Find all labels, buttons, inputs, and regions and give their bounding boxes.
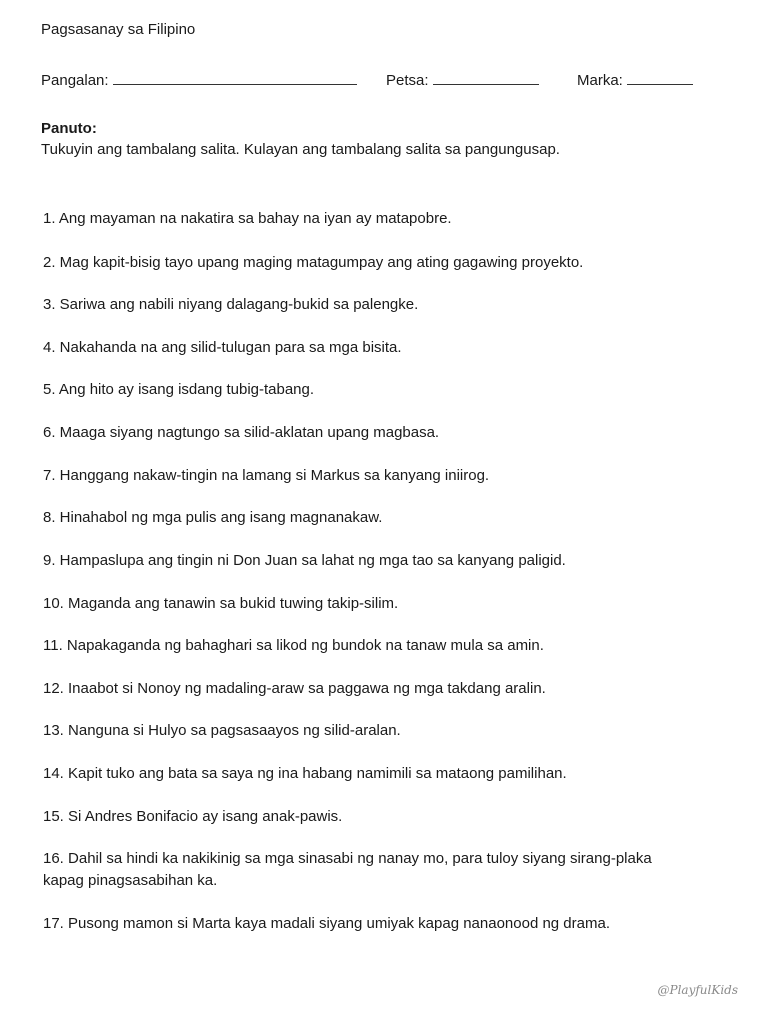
score-blank-line <box>627 70 693 85</box>
exercise-item: 16. Dahil sa hindi ka nakikinig sa mga sinasabi ng nanay mo, para tuloy siyang sirang-plaka kapag pinagsasabihan ka. <box>43 850 652 889</box>
exercise-item: 15. Si Andres Bonifacio ay isang anak-pawis. <box>43 808 343 825</box>
exercise-item: 11. Napakaganda ng bahaghari sa likod ng bundok na tanaw mula sa amin. <box>43 637 544 654</box>
exercise-item: 9. Hampaslupa ang tingin ni Don Juan sa lahat ng mga tao sa kanyang paligid. <box>43 552 566 569</box>
name-field <box>41 70 357 91</box>
instructions-text: Tukuyin ang tambalang salita. Kulayan ang tambalang salita sa pangungusap. <box>41 141 560 158</box>
exercise-item: 2. Mag kapit-bisig tayo upang maging matagumpay ang ating gagawing proyekto. <box>43 254 584 271</box>
exercise-item: 3. Sariwa ang nabili niyang dalagang-bukid sa palengke. <box>43 296 419 313</box>
student-info-row <box>0 70 768 90</box>
exercise-item: 5. Ang hito ay isang isdang tubig-tabang. <box>43 381 315 398</box>
date-blank-line <box>433 70 539 85</box>
worksheet-title: Pagsasanay sa Filipino <box>41 21 196 38</box>
instructions-label: Panuto: <box>41 120 97 137</box>
exercise-item: 1. Ang mayaman na nakatira sa bahay na iyan ay matapobre. <box>43 210 452 227</box>
exercise-item: 14. Kapit tuko ang bata sa saya ng ina habang namimili sa mataong pamilihan. <box>43 765 567 782</box>
exercise-item: 7. Hanggang nakaw-tingin na lamang si Markus sa kanyang iniirog. <box>43 467 490 484</box>
exercise-item: 4. Nakahanda na ang silid-tulugan para sa mga bisita. <box>43 339 402 356</box>
score-field <box>577 70 693 91</box>
date-field <box>386 70 539 91</box>
exercise-item: 12. Inaabot si Nonoy ng madaling-araw sa paggawa ng mga takdang aralin. <box>43 680 546 697</box>
exercise-item: 17. Pusong mamon si Marta kaya madali siyang umiyak kapag nanaonood ng drama. <box>43 915 610 932</box>
exercise-item: 10. Maganda ang tanawin sa bukid tuwing takip-silim. <box>43 595 399 612</box>
watermark-logo: @PlayfulKids <box>657 983 738 997</box>
name-label: Pangalan: <box>41 72 109 89</box>
exercise-item: 6. Maaga siyang nagtungo sa silid-aklatan upang magbasa. <box>43 424 440 441</box>
exercise-item: 8. Hinahabol ng mga pulis ang isang magnanakaw. <box>43 509 383 526</box>
date-label: Petsa: <box>386 72 429 89</box>
exercise-item: 13. Nanguna si Hulyo sa pagsasaayos ng silid-aralan. <box>43 722 401 739</box>
name-blank-line <box>113 70 357 85</box>
score-label: Marka: <box>577 72 623 89</box>
